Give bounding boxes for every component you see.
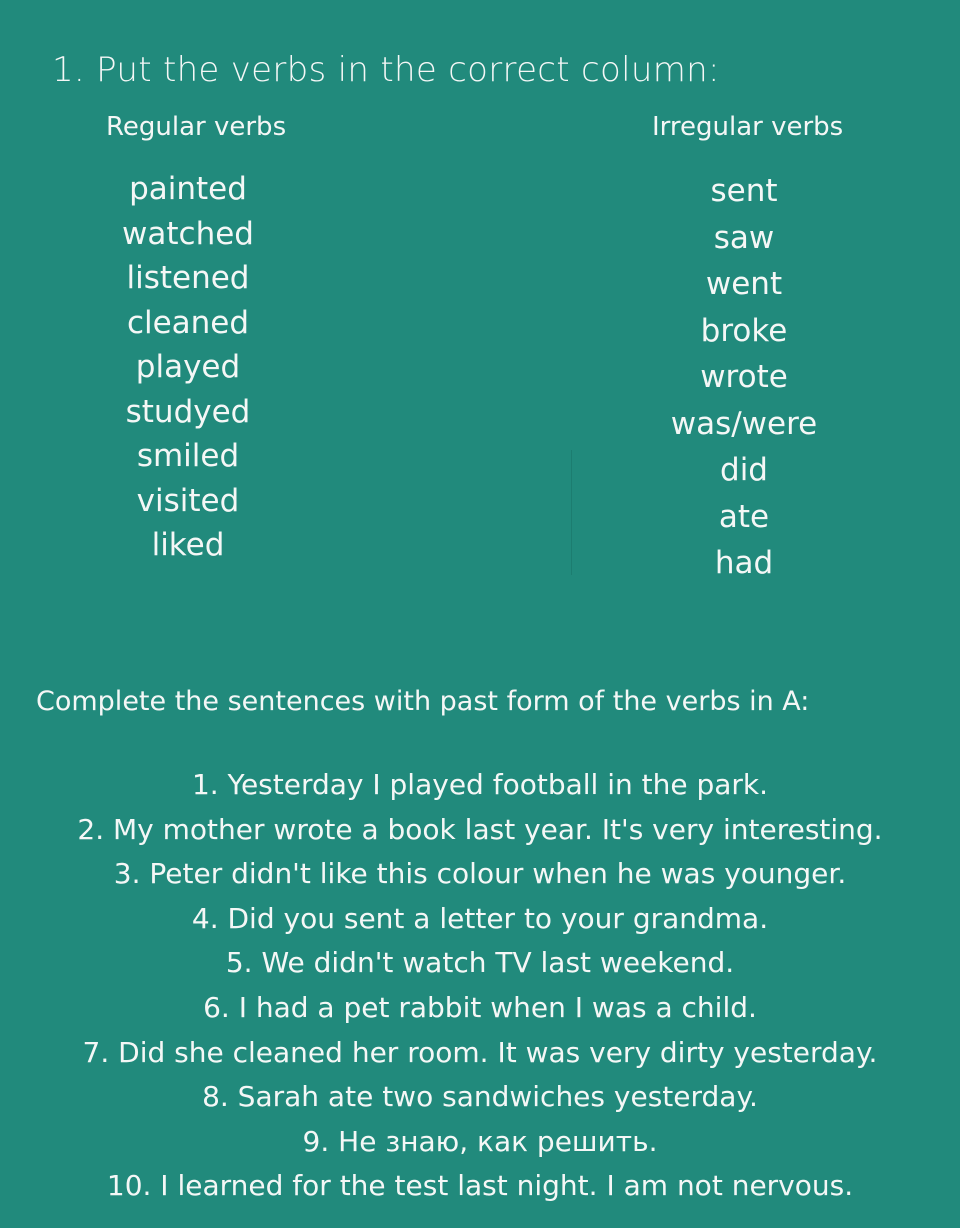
regular-verb: listened <box>126 260 250 296</box>
irregular-verb: had <box>714 545 774 581</box>
irregular-verb: did <box>720 452 768 488</box>
sentence: 6. I had a pet rabbit when I was a child. <box>203 990 757 1024</box>
sentence: 7. Did she cleaned her room. It was very dirty yesterday. <box>82 1035 878 1069</box>
sentence: 10. I learned for the test last night. I am not nervous. <box>106 1169 854 1203</box>
regular-verb: played <box>135 349 241 385</box>
irregular-verbs-header: Irregular verbs <box>652 112 844 142</box>
regular-verb: smiled <box>136 438 240 474</box>
sentence: 9. Не знаю, как решить. <box>302 1124 658 1158</box>
irregular-verbs-list <box>642 168 846 587</box>
exercise-2-instruction: Complete the sentences with past form of the verbs in A: <box>36 686 810 717</box>
irregular-verb: ate <box>718 498 770 535</box>
irregular-verb: sent <box>710 173 778 209</box>
sentence: 5. We didn't watch TV last weekend. <box>225 946 735 980</box>
sentence: 4. Did you sent a letter to your grandma. <box>191 901 769 935</box>
irregular-verb: went <box>705 266 783 302</box>
regular-verb: liked <box>151 527 225 563</box>
regular-verb: watched <box>122 215 254 252</box>
column-divider <box>571 450 572 575</box>
regular-verbs-list <box>86 167 290 568</box>
irregular-verb: saw <box>713 219 775 256</box>
regular-verb: painted <box>129 171 247 207</box>
sentences-list <box>20 763 940 1209</box>
irregular-verb: broke <box>700 312 788 349</box>
regular-verb: studyed <box>125 393 251 430</box>
sentence: 1. Yesterday I played football in the park. <box>191 768 769 801</box>
regular-verb: cleaned <box>126 304 250 341</box>
regular-verbs-header: Regular verbs <box>106 112 287 142</box>
exercise-1-heading: 1. Put the verbs in the correct column: <box>52 50 720 90</box>
sentence: 3. Peter didn't like this colour when he was younger. <box>113 857 847 891</box>
irregular-verb: wrote <box>700 359 788 395</box>
regular-verb: visited <box>136 482 240 519</box>
sentence: 2. My mother wrote a book last year. It's very interesting. <box>77 812 883 846</box>
sentence: 8. Sarah ate two sandwiches yesterday. <box>202 1080 758 1114</box>
irregular-verb: was/were <box>670 405 818 442</box>
